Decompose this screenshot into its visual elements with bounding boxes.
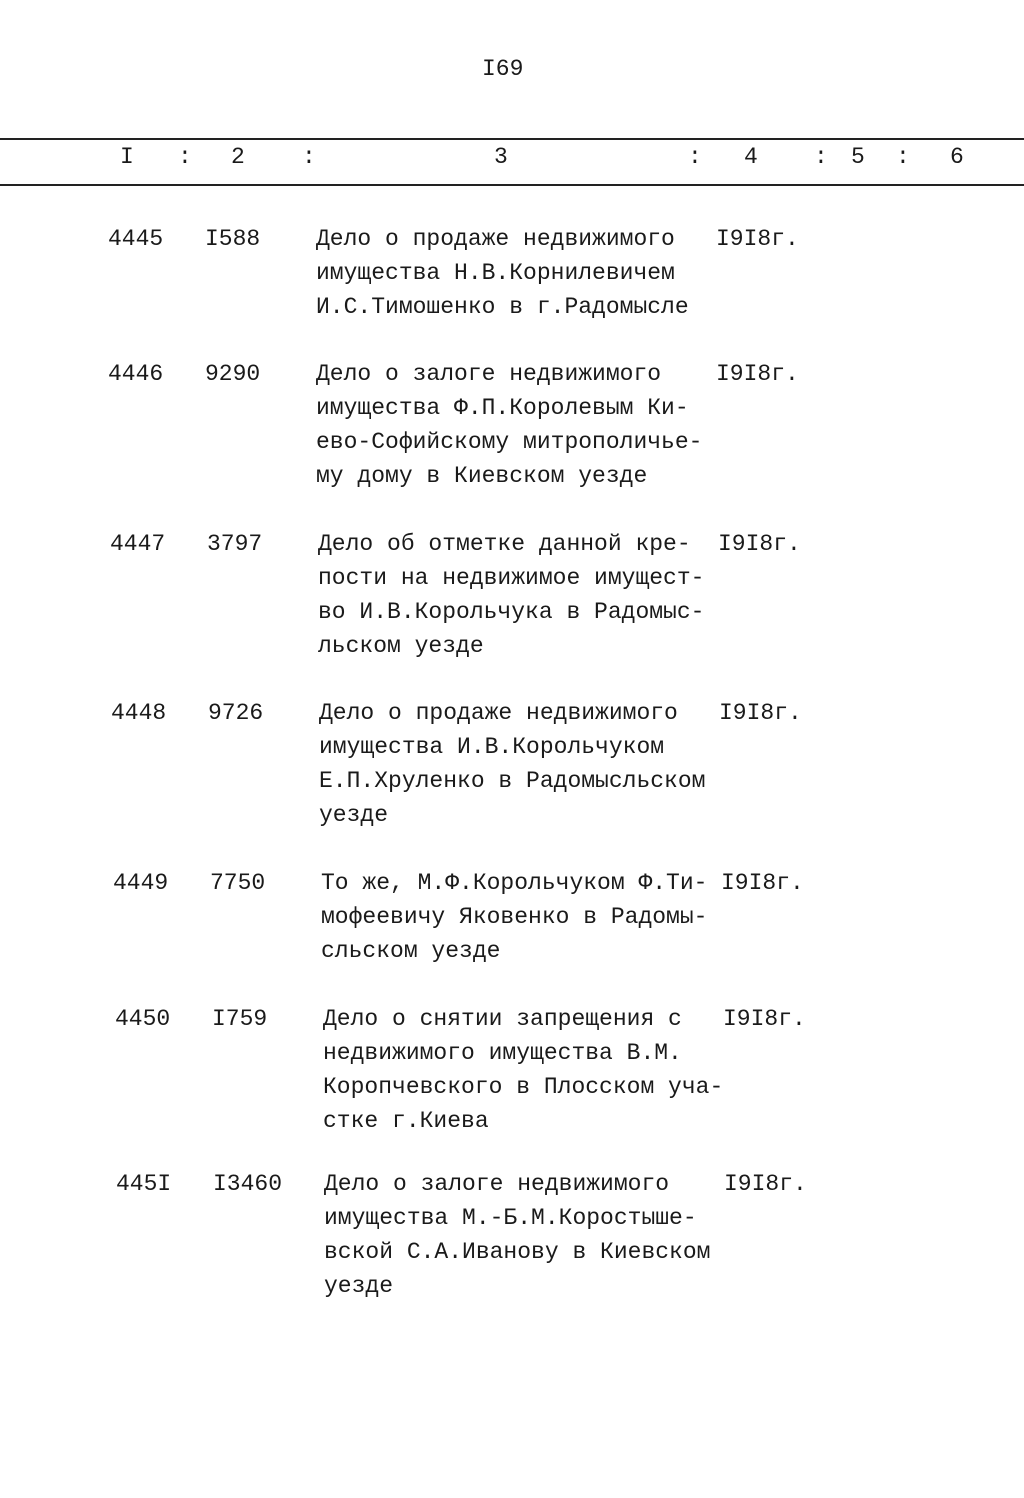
entry-description [316,357,702,493]
header-separator: : [814,144,828,170]
description-line: недвижимого имущества В.М. [323,1040,682,1066]
entry-description [316,222,689,324]
entry-year: I9I8г. [716,226,799,252]
description-line: уезде [319,802,389,828]
file-number: 3797 [207,531,263,557]
header-col-4: 4 [744,144,758,170]
entry-year: I9I8г. [718,531,801,557]
entry-description [319,696,705,832]
entry-description [321,866,707,968]
description-line: То же, М.Ф.Корольчуком Ф.Ти- [321,870,708,896]
description-line: Дело о залоге недвижимого [316,361,662,387]
description-line: имущества И.В.Корольчуком [319,734,665,760]
header-col-1: I [120,144,134,170]
entry-year: I9I8г. [724,1171,807,1197]
description-line: Дело об отметке данной кре- [318,531,691,557]
description-line: Дело о залоге недвижимого [324,1171,670,1197]
description-line: Дело о продаже недвижимого [316,226,675,252]
header-bottom-rule [0,184,1024,186]
header-top-rule [0,138,1024,140]
description-line: Е.П.Хруленко в Радомысльском [319,768,706,794]
description-line: во И.В.Корольчука в Радомыс- [318,599,705,625]
header-separator: : [302,144,316,170]
description-line: вской С.А.Иванову в Киевском [324,1239,711,1265]
entry-number: 4450 [115,1006,171,1032]
header-col-2: 2 [231,144,245,170]
entry-year: I9I8г. [723,1006,806,1032]
description-line: Дело о продаже недвижимого [319,700,678,726]
description-line: стке г.Киева [323,1108,489,1134]
description-line: имущества М.-Б.М.Коростыше- [324,1205,697,1231]
header-col-5: 5 [851,144,865,170]
entry-number: 4449 [113,870,169,896]
header-separator: : [178,144,192,170]
description-line: пости на недвижимое имущест- [318,565,705,591]
description-line: уезде [324,1273,394,1299]
entry-description [318,527,704,663]
description-line: Коропчевского в Плосском уча- [323,1074,724,1100]
description-line: му дому в Киевском уезде [316,463,648,489]
entry-number: 4447 [110,531,166,557]
file-number: I3460 [213,1171,283,1197]
file-number: I588 [205,226,261,252]
file-number: I759 [212,1006,268,1032]
entry-number: 4445 [108,226,164,252]
entry-year: I9I8г. [716,361,799,387]
description-line: имущества Н.В.Корнилевичем [316,260,675,286]
description-line: Дело о снятии запрещения с [323,1006,682,1032]
file-number: 9290 [205,361,261,387]
description-line: сльском уезде [321,938,501,964]
header-col-3: 3 [494,144,508,170]
header-separator: : [896,144,910,170]
file-number: 7750 [210,870,266,896]
page-number: I69 [482,56,524,82]
entry-description [323,1002,723,1138]
description-line: льском уезде [318,633,484,659]
entry-year: I9I8г. [721,870,804,896]
entry-description [324,1167,710,1303]
entry-number: 4446 [108,361,164,387]
file-number: 9726 [208,700,264,726]
description-line: мофеевичу Яковенко в Радомы- [321,904,708,930]
description-line: имущества Ф.П.Королевым Ки- [316,395,689,421]
header-col-6: 6 [950,144,964,170]
description-line: И.С.Тимошенко в г.Радомысле [316,294,689,320]
entry-number: 445I [116,1171,172,1197]
entry-number: 4448 [111,700,167,726]
description-line: ево-Софийскому митрополичье- [316,429,703,455]
entry-year: I9I8г. [719,700,802,726]
header-separator: : [688,144,702,170]
